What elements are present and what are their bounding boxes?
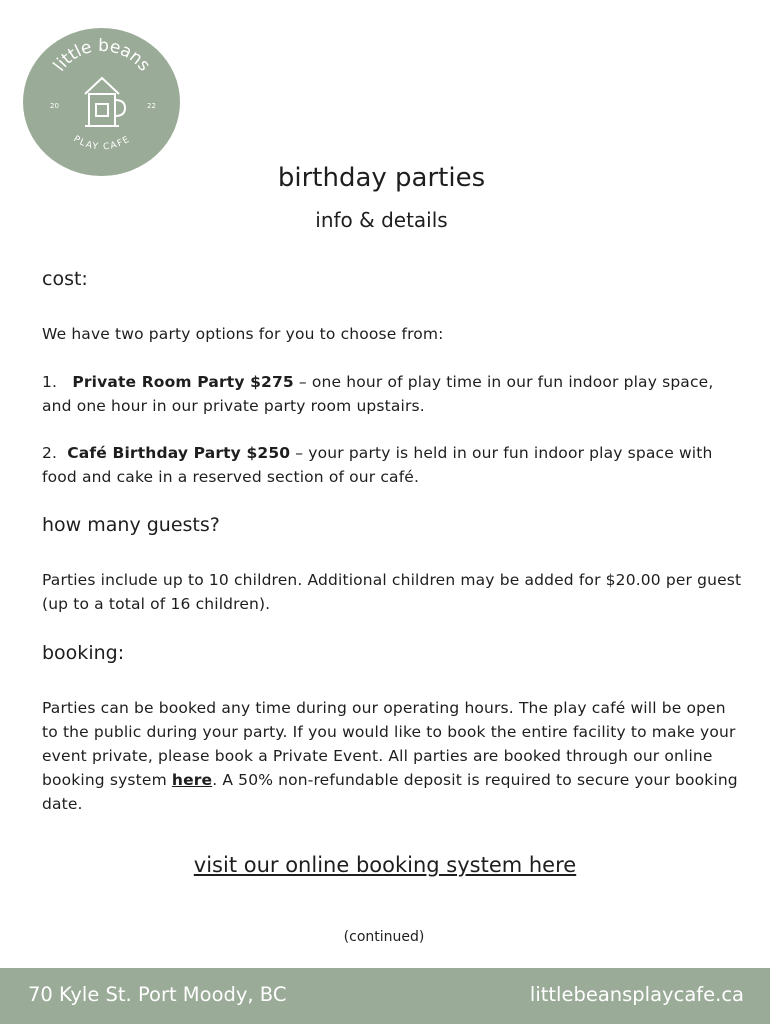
logo-sub-text: PLAY CAFE bbox=[71, 134, 133, 153]
option-description: – your party is held in our fun indoor play space with food and cake in a reserved section of our café. bbox=[42, 444, 713, 486]
cost-heading: cost: bbox=[42, 268, 88, 290]
option-number: 2. bbox=[42, 444, 58, 462]
option-name: Private Room Party $275 bbox=[72, 373, 294, 391]
page-subtitle: info & details bbox=[315, 208, 448, 232]
footer-bar bbox=[0, 968, 770, 1024]
booking-system-link[interactable]: visit our online booking system here bbox=[193, 853, 577, 877]
logo-year-left: 20 bbox=[50, 102, 59, 110]
booking-text-end: . A 50% non-refundable deposit is required to secure your booking date. bbox=[42, 771, 738, 813]
logo-arc-text: little beans bbox=[49, 35, 155, 76]
booking-text-start: Parties can be booked any time during our operating hours. The play café will be open to the public during your party. If you would like to book the entire facility to make your event private, please book a Private Event. All parties are booked through our online booking system bbox=[42, 699, 736, 789]
booking-cta bbox=[0, 853, 770, 877]
booking-heading: booking: bbox=[42, 642, 125, 664]
page-title: birthday parties bbox=[277, 163, 486, 193]
booking-here-link[interactable]: here bbox=[171, 771, 213, 789]
booking-text bbox=[42, 696, 742, 816]
party-option-1 bbox=[42, 370, 742, 418]
cost-intro: We have two party options for you to choose from: bbox=[42, 325, 444, 343]
option-description: – one hour of play time in our fun indoor play space, and one hour in our private party room upstairs. bbox=[42, 373, 714, 415]
footer-address: 70 Kyle St. Port Moody, BC bbox=[28, 983, 287, 1006]
logo-year-right: 22 bbox=[147, 102, 156, 110]
party-option-2 bbox=[42, 441, 742, 489]
guests-heading: how many guests? bbox=[42, 514, 220, 536]
continued-note: (continued) bbox=[343, 929, 425, 945]
footer-website-link[interactable]: littlebeansplaycafe.ca bbox=[529, 983, 744, 1006]
option-number: 1. bbox=[42, 373, 58, 391]
guests-text: Parties include up to 10 children. Additional children may be added for $20.00 per guest (up to a total of 16 children). bbox=[42, 571, 742, 613]
little-beans-logo bbox=[23, 28, 180, 176]
option-name: Café Birthday Party $250 bbox=[67, 444, 291, 462]
